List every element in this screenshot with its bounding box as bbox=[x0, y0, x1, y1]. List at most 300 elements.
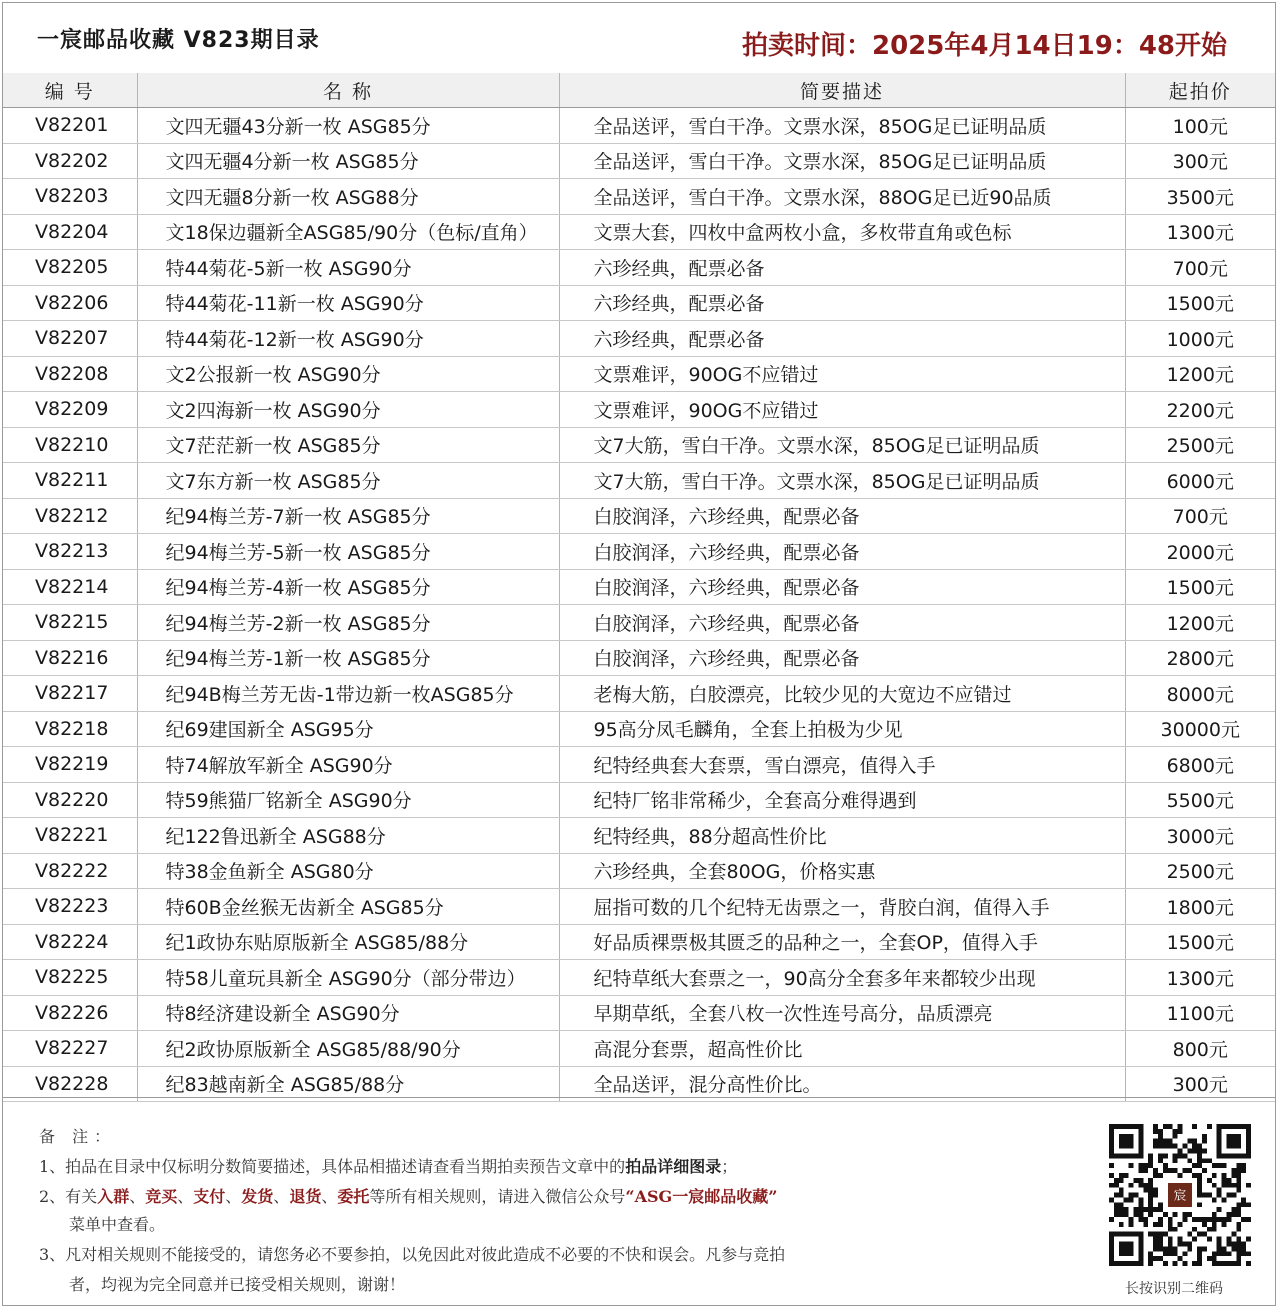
lot-code: V82208 bbox=[3, 356, 137, 392]
qr-module bbox=[1212, 1173, 1217, 1178]
notes-section bbox=[3, 1097, 1275, 1306]
qr-code[interactable] bbox=[1109, 1124, 1251, 1266]
qr-finder-inner bbox=[1119, 1242, 1134, 1257]
qr-module bbox=[1207, 1237, 1212, 1242]
lot-code: V82207 bbox=[3, 321, 137, 357]
qr-module bbox=[1148, 1188, 1153, 1193]
lot-code: V82221 bbox=[3, 818, 137, 854]
lot-description: 纪特厂铭非常稀少，全套高分难得遇到 bbox=[559, 782, 1125, 818]
note-2-middle: 等所有相关规则，请进入微信公众号 bbox=[369, 1187, 626, 1206]
qr-module bbox=[1158, 1158, 1163, 1163]
qr-module bbox=[1227, 1178, 1232, 1183]
lot-description: 白胶润泽，六珍经典，配票必备 bbox=[559, 534, 1125, 570]
note-2-sep: 、 bbox=[273, 1187, 290, 1206]
qr-module bbox=[1202, 1148, 1207, 1153]
qr-module bbox=[1168, 1237, 1173, 1242]
qr-module bbox=[1236, 1207, 1241, 1212]
qr-module bbox=[1148, 1251, 1153, 1256]
lot-code: V82224 bbox=[3, 924, 137, 960]
qr-module bbox=[1182, 1144, 1187, 1149]
qr-module bbox=[1207, 1193, 1212, 1198]
qr-module bbox=[1187, 1246, 1192, 1251]
qr-module bbox=[1222, 1222, 1227, 1227]
qr-module bbox=[1227, 1237, 1232, 1242]
lot-start-price: 1200元 bbox=[1125, 356, 1275, 392]
qr-module bbox=[1148, 1202, 1153, 1207]
qr-module bbox=[1202, 1134, 1207, 1139]
qr-module bbox=[1222, 1217, 1227, 1222]
qr-module bbox=[1158, 1256, 1163, 1261]
qr-module bbox=[1109, 1197, 1114, 1202]
qr-module bbox=[1163, 1168, 1168, 1173]
qr-module bbox=[1163, 1232, 1168, 1237]
qr-module bbox=[1192, 1163, 1197, 1168]
lot-name: 纪122鲁迅新全 ASG88分 bbox=[137, 818, 559, 854]
lot-code: V82217 bbox=[3, 676, 137, 712]
qr-module bbox=[1133, 1193, 1138, 1198]
lot-start-price: 1300元 bbox=[1125, 960, 1275, 996]
note-2-text: 2、有关 bbox=[39, 1187, 98, 1206]
lot-name: 纪94B梅兰芳无齿-1带边新一枚ASG85分 bbox=[137, 676, 559, 712]
note-1 bbox=[39, 1154, 737, 1177]
qr-module bbox=[1236, 1202, 1241, 1207]
lot-name: 特8经济建设新全 ASG90分 bbox=[137, 995, 559, 1031]
qr-module bbox=[1138, 1207, 1143, 1212]
qr-module bbox=[1236, 1212, 1241, 1217]
qr-module bbox=[1222, 1163, 1227, 1168]
qr-module bbox=[1197, 1178, 1202, 1183]
qr-module bbox=[1241, 1242, 1246, 1247]
qr-module bbox=[1212, 1197, 1217, 1202]
table-row bbox=[3, 995, 1275, 1031]
qr-module bbox=[1153, 1173, 1158, 1178]
lot-description: 六珍经典，配票必备 bbox=[559, 321, 1125, 357]
note-2-keyword-return: 退货 bbox=[289, 1187, 322, 1206]
qr-module bbox=[1197, 1251, 1202, 1256]
qr-caption: 长按识别二维码 bbox=[1125, 1281, 1223, 1297]
qr-module bbox=[1212, 1227, 1217, 1232]
qr-module bbox=[1231, 1193, 1236, 1198]
qr-module bbox=[1207, 1256, 1212, 1261]
table-row bbox=[3, 569, 1275, 605]
qr-module bbox=[1212, 1261, 1217, 1266]
lot-start-price: 1100元 bbox=[1125, 995, 1275, 1031]
lot-start-price: 2800元 bbox=[1125, 640, 1275, 676]
qr-module bbox=[1158, 1217, 1163, 1222]
qr-module bbox=[1173, 1212, 1178, 1217]
qr-module bbox=[1148, 1197, 1153, 1202]
qr-module bbox=[1133, 1178, 1138, 1183]
qr-module bbox=[1114, 1193, 1119, 1198]
qr-module bbox=[1153, 1246, 1158, 1251]
lot-start-price: 30000元 bbox=[1125, 711, 1275, 747]
note-3-continued: 者，均视为完全同意并已接受相关规则，谢谢！ bbox=[69, 1275, 406, 1294]
qr-module bbox=[1153, 1168, 1158, 1173]
lot-description: 全品送评，混分高性价比。 bbox=[559, 1066, 1125, 1102]
qr-module bbox=[1173, 1129, 1178, 1134]
qr-module bbox=[1227, 1193, 1232, 1198]
qr-module bbox=[1109, 1163, 1114, 1168]
qr-module bbox=[1163, 1124, 1168, 1129]
qr-module bbox=[1207, 1227, 1212, 1232]
lot-code: V82211 bbox=[3, 463, 137, 499]
qr-module bbox=[1158, 1207, 1163, 1212]
qr-module bbox=[1231, 1212, 1236, 1217]
qr-module bbox=[1109, 1173, 1114, 1178]
qr-module bbox=[1178, 1237, 1183, 1242]
qr-module bbox=[1241, 1168, 1246, 1173]
qr-module bbox=[1197, 1193, 1202, 1198]
lot-code: V82214 bbox=[3, 569, 137, 605]
qr-module bbox=[1153, 1188, 1158, 1193]
qr-module bbox=[1109, 1217, 1114, 1222]
qr-module bbox=[1153, 1222, 1158, 1227]
qr-module bbox=[1197, 1217, 1202, 1222]
note-2-keyword-ship: 发货 bbox=[241, 1187, 274, 1206]
qr-module bbox=[1192, 1124, 1197, 1129]
qr-module bbox=[1143, 1217, 1148, 1222]
qr-module bbox=[1158, 1222, 1163, 1227]
lot-description: 文票大套，四枚中盒两枚小盒，多枚带直角或色标 bbox=[559, 214, 1125, 250]
qr-module bbox=[1212, 1256, 1217, 1261]
lot-description: 纪特经典套大套票，雪白漂亮，值得入手 bbox=[559, 747, 1125, 783]
qr-module bbox=[1143, 1207, 1148, 1212]
qr-module bbox=[1197, 1246, 1202, 1251]
qr-module bbox=[1197, 1144, 1202, 1149]
qr-module bbox=[1236, 1178, 1241, 1183]
qr-module bbox=[1138, 1202, 1143, 1207]
note-2-sep: 、 bbox=[225, 1187, 242, 1206]
qr-module bbox=[1187, 1212, 1192, 1217]
qr-module bbox=[1231, 1168, 1236, 1173]
qr-module bbox=[1217, 1237, 1222, 1242]
qr-module bbox=[1202, 1222, 1207, 1227]
qr-module bbox=[1153, 1193, 1158, 1198]
qr-module bbox=[1148, 1183, 1153, 1188]
lot-code: V82218 bbox=[3, 711, 137, 747]
qr-module bbox=[1129, 1163, 1134, 1168]
table-row bbox=[3, 1031, 1275, 1067]
qr-module bbox=[1178, 1129, 1183, 1134]
qr-module bbox=[1158, 1173, 1163, 1178]
column-header-desc: 简要描述 bbox=[559, 73, 1125, 108]
qr-module bbox=[1197, 1202, 1202, 1207]
qr-module bbox=[1158, 1144, 1163, 1149]
qr-module bbox=[1153, 1139, 1158, 1144]
qr-module bbox=[1187, 1139, 1192, 1144]
lot-description: 文7大筋，雪白干净。文票水深，85OG足已证明品质 bbox=[559, 463, 1125, 499]
lot-description: 早期草纸，全套八枚一次性连号高分，品质漂亮 bbox=[559, 995, 1125, 1031]
qr-module bbox=[1187, 1158, 1192, 1163]
table-row bbox=[3, 711, 1275, 747]
lot-description: 文票难评，90OG不应错过 bbox=[559, 356, 1125, 392]
qr-module bbox=[1148, 1193, 1153, 1198]
qr-module bbox=[1236, 1173, 1241, 1178]
lot-description: 六珍经典，配票必备 bbox=[559, 250, 1125, 286]
qr-module bbox=[1236, 1242, 1241, 1247]
qr-module bbox=[1236, 1256, 1241, 1261]
lot-start-price: 800元 bbox=[1125, 1031, 1275, 1067]
qr-module bbox=[1173, 1134, 1178, 1139]
qr-finder-inner bbox=[1119, 1134, 1134, 1149]
qr-module bbox=[1182, 1261, 1187, 1266]
qr-module bbox=[1163, 1261, 1168, 1266]
note-2-account-name: “ASG一宸邮品收藏” bbox=[625, 1187, 778, 1206]
lot-description: 纪特经典，88分超高性价比 bbox=[559, 818, 1125, 854]
lot-code: V82222 bbox=[3, 853, 137, 889]
qr-module bbox=[1173, 1168, 1178, 1173]
lot-name: 纪69建国新全 ASG95分 bbox=[137, 711, 559, 747]
qr-module bbox=[1197, 1163, 1202, 1168]
auction-time: 拍卖时间：2025年4月14日19：48开始 bbox=[742, 31, 1227, 61]
qr-module bbox=[1129, 1193, 1134, 1198]
qr-module bbox=[1241, 1202, 1246, 1207]
qr-module bbox=[1163, 1246, 1168, 1251]
lot-start-price: 2000元 bbox=[1125, 534, 1275, 570]
lot-name: 特38金鱼新全 ASG80分 bbox=[137, 853, 559, 889]
qr-module bbox=[1153, 1256, 1158, 1261]
qr-module bbox=[1158, 1139, 1163, 1144]
qr-module bbox=[1178, 1148, 1183, 1153]
qr-module bbox=[1182, 1168, 1187, 1173]
lot-code: V82215 bbox=[3, 605, 137, 641]
qr-module bbox=[1148, 1153, 1153, 1158]
qr-module bbox=[1207, 1178, 1212, 1183]
qr-module bbox=[1212, 1163, 1217, 1168]
lot-start-price: 3500元 bbox=[1125, 179, 1275, 215]
qr-module bbox=[1119, 1212, 1124, 1217]
qr-module bbox=[1158, 1232, 1163, 1237]
qr-module bbox=[1202, 1217, 1207, 1222]
lot-name: 纪94梅兰芳-5新一枚 ASG85分 bbox=[137, 534, 559, 570]
qr-module bbox=[1119, 1188, 1124, 1193]
qr-module bbox=[1168, 1242, 1173, 1247]
lot-name: 文2四海新一枚 ASG90分 bbox=[137, 392, 559, 428]
table-row bbox=[3, 214, 1275, 250]
qr-module bbox=[1153, 1207, 1158, 1212]
table-row bbox=[3, 676, 1275, 712]
qr-module bbox=[1207, 1217, 1212, 1222]
table-row bbox=[3, 463, 1275, 499]
lot-start-price: 2200元 bbox=[1125, 392, 1275, 428]
lot-description: 屈指可数的几个纪特无齿票之一，背胶白润，值得入手 bbox=[559, 889, 1125, 925]
qr-module bbox=[1202, 1232, 1207, 1237]
lot-start-price: 700元 bbox=[1125, 250, 1275, 286]
qr-module bbox=[1148, 1261, 1153, 1266]
qr-module bbox=[1114, 1202, 1119, 1207]
qr-module bbox=[1222, 1261, 1227, 1266]
qr-module bbox=[1192, 1237, 1197, 1242]
qr-module bbox=[1217, 1251, 1222, 1256]
qr-module bbox=[1187, 1168, 1192, 1173]
table-row bbox=[3, 818, 1275, 854]
qr-module bbox=[1217, 1207, 1222, 1212]
qr-module bbox=[1114, 1178, 1119, 1183]
qr-module bbox=[1197, 1261, 1202, 1266]
qr-module bbox=[1129, 1217, 1134, 1222]
qr-module bbox=[1163, 1212, 1168, 1217]
note-2-sep: 、 bbox=[177, 1187, 194, 1206]
qr-module bbox=[1173, 1251, 1178, 1256]
qr-module bbox=[1222, 1173, 1227, 1178]
qr-module bbox=[1212, 1212, 1217, 1217]
qr-module bbox=[1192, 1144, 1197, 1149]
lot-name: 纪94梅兰芳-2新一枚 ASG85分 bbox=[137, 605, 559, 641]
note-2-continued: 菜单中查看。 bbox=[69, 1215, 166, 1234]
qr-module bbox=[1236, 1246, 1241, 1251]
qr-module bbox=[1212, 1217, 1217, 1222]
qr-module bbox=[1148, 1163, 1153, 1168]
qr-module bbox=[1197, 1188, 1202, 1193]
qr-module bbox=[1153, 1124, 1158, 1129]
qr-module bbox=[1153, 1242, 1158, 1247]
qr-module bbox=[1158, 1153, 1163, 1158]
table-row bbox=[3, 605, 1275, 641]
qr-module bbox=[1143, 1168, 1148, 1173]
qr-module bbox=[1222, 1197, 1227, 1202]
lot-name: 特74解放军新全 ASG90分 bbox=[137, 747, 559, 783]
qr-module bbox=[1231, 1183, 1236, 1188]
column-header-name: 名 称 bbox=[137, 73, 559, 108]
lot-start-price: 300元 bbox=[1125, 143, 1275, 179]
qr-module bbox=[1173, 1227, 1178, 1232]
qr-module bbox=[1138, 1163, 1143, 1168]
qr-module bbox=[1227, 1217, 1232, 1222]
notes-label: 备 注： bbox=[39, 1127, 117, 1146]
lot-description: 全品送评，雪白干净。文票水深，88OG足已近90品质 bbox=[559, 179, 1125, 215]
lot-start-price: 1500元 bbox=[1125, 285, 1275, 321]
qr-module bbox=[1227, 1242, 1232, 1247]
qr-logo-text: 宸 bbox=[1173, 1188, 1187, 1204]
lot-code: V82226 bbox=[3, 995, 137, 1031]
qr-module bbox=[1163, 1144, 1168, 1149]
header bbox=[3, 3, 1275, 74]
table-row bbox=[3, 427, 1275, 463]
note-2-keyword-consign: 委托 bbox=[337, 1187, 370, 1206]
lot-description: 好品质裸票极其匮乏的品种之一，全套OP，值得入手 bbox=[559, 924, 1125, 960]
qr-module bbox=[1168, 1139, 1173, 1144]
qr-module bbox=[1143, 1183, 1148, 1188]
qr-module bbox=[1178, 1222, 1183, 1227]
qr-module bbox=[1217, 1242, 1222, 1247]
lot-code: V82202 bbox=[3, 143, 137, 179]
qr-module bbox=[1202, 1139, 1207, 1144]
qr-module bbox=[1133, 1212, 1138, 1217]
qr-module bbox=[1148, 1256, 1153, 1261]
qr-module bbox=[1217, 1217, 1222, 1222]
qr-module bbox=[1129, 1222, 1134, 1227]
qr-module bbox=[1143, 1188, 1148, 1193]
lot-name: 纪94梅兰芳-1新一枚 ASG85分 bbox=[137, 640, 559, 676]
qr-module bbox=[1227, 1183, 1232, 1188]
lot-code: V82209 bbox=[3, 392, 137, 428]
qr-module bbox=[1163, 1139, 1168, 1144]
lot-code: V82204 bbox=[3, 214, 137, 250]
lot-description: 白胶润泽，六珍经典，配票必备 bbox=[559, 569, 1125, 605]
qr-module bbox=[1236, 1251, 1241, 1256]
lot-code: V82228 bbox=[3, 1066, 137, 1102]
note-2-keyword-bid: 竞买 bbox=[145, 1187, 178, 1206]
qr-module bbox=[1182, 1251, 1187, 1256]
lot-description: 老梅大筋，白胶漂亮，比较少见的大宽边不应错过 bbox=[559, 676, 1125, 712]
qr-module bbox=[1168, 1251, 1173, 1256]
qr-module bbox=[1133, 1207, 1138, 1212]
table-row bbox=[3, 747, 1275, 783]
note-2-keyword-join: 入群 bbox=[97, 1187, 130, 1206]
table-row bbox=[3, 889, 1275, 925]
table-row bbox=[3, 924, 1275, 960]
qr-module bbox=[1246, 1217, 1251, 1222]
qr-module bbox=[1187, 1148, 1192, 1153]
lot-description: 文票难评，90OG不应错过 bbox=[559, 392, 1125, 428]
lot-start-price: 1200元 bbox=[1125, 605, 1275, 641]
lot-name: 文四无疆43分新一枚 ASG85分 bbox=[137, 108, 559, 144]
qr-module bbox=[1231, 1173, 1236, 1178]
lot-code: V82227 bbox=[3, 1031, 137, 1067]
note-2-sep: 、 bbox=[129, 1187, 146, 1206]
qr-module bbox=[1153, 1129, 1158, 1134]
qr-module bbox=[1148, 1178, 1153, 1183]
qr-module bbox=[1236, 1237, 1241, 1242]
qr-module bbox=[1231, 1261, 1236, 1266]
qr-module bbox=[1197, 1256, 1202, 1261]
qr-module bbox=[1222, 1251, 1227, 1256]
qr-module bbox=[1163, 1153, 1168, 1158]
qr-module bbox=[1168, 1168, 1173, 1173]
table-row bbox=[3, 285, 1275, 321]
qr-module bbox=[1197, 1173, 1202, 1178]
qr-module bbox=[1168, 1227, 1173, 1232]
note-1-highlight: 拍品详细图录 bbox=[625, 1157, 722, 1176]
qr-module bbox=[1236, 1222, 1241, 1227]
qr-module bbox=[1212, 1251, 1217, 1256]
lot-name: 文18保边疆新全ASG85/90分（色标/直角） bbox=[137, 214, 559, 250]
note-1-end: ； bbox=[721, 1157, 738, 1176]
lot-code: V82219 bbox=[3, 747, 137, 783]
lot-start-price: 6800元 bbox=[1125, 747, 1275, 783]
lot-name: 纪83越南新全 ASG85/88分 bbox=[137, 1066, 559, 1102]
qr-module bbox=[1246, 1202, 1251, 1207]
qr-module bbox=[1246, 1251, 1251, 1256]
qr-module bbox=[1217, 1246, 1222, 1251]
qr-module bbox=[1138, 1212, 1143, 1217]
qr-module bbox=[1158, 1202, 1163, 1207]
qr-module bbox=[1236, 1183, 1241, 1188]
qr-module bbox=[1153, 1237, 1158, 1242]
qr-module bbox=[1143, 1222, 1148, 1227]
qr-module bbox=[1178, 1153, 1183, 1158]
qr-module bbox=[1153, 1144, 1158, 1149]
qr-module bbox=[1124, 1173, 1129, 1178]
qr-module bbox=[1109, 1183, 1114, 1188]
lot-name: 纪2政协原版新全 ASG85/88/90分 bbox=[137, 1031, 559, 1067]
table-row bbox=[3, 853, 1275, 889]
lot-name: 特44菊花-11新一枚 ASG90分 bbox=[137, 285, 559, 321]
qr-module bbox=[1202, 1158, 1207, 1163]
qr-module bbox=[1182, 1217, 1187, 1222]
lot-name: 特59熊猫厂铭新全 ASG90分 bbox=[137, 782, 559, 818]
note-2 bbox=[39, 1184, 777, 1207]
qr-module bbox=[1148, 1158, 1153, 1163]
note-1-text: 1、拍品在目录中仅标明分数简要描述，具体品相描述请查看当期拍卖预告文章中的 bbox=[39, 1157, 626, 1176]
lot-name: 特58儿童玩具新全 ASG90分（部分带边） bbox=[137, 960, 559, 996]
qr-module bbox=[1168, 1246, 1173, 1251]
qr-module bbox=[1178, 1242, 1183, 1247]
table-row bbox=[3, 534, 1275, 570]
lot-name: 纪1政协东贴原版新全 ASG85/88分 bbox=[137, 924, 559, 960]
qr-module bbox=[1217, 1193, 1222, 1198]
qr-module bbox=[1197, 1183, 1202, 1188]
